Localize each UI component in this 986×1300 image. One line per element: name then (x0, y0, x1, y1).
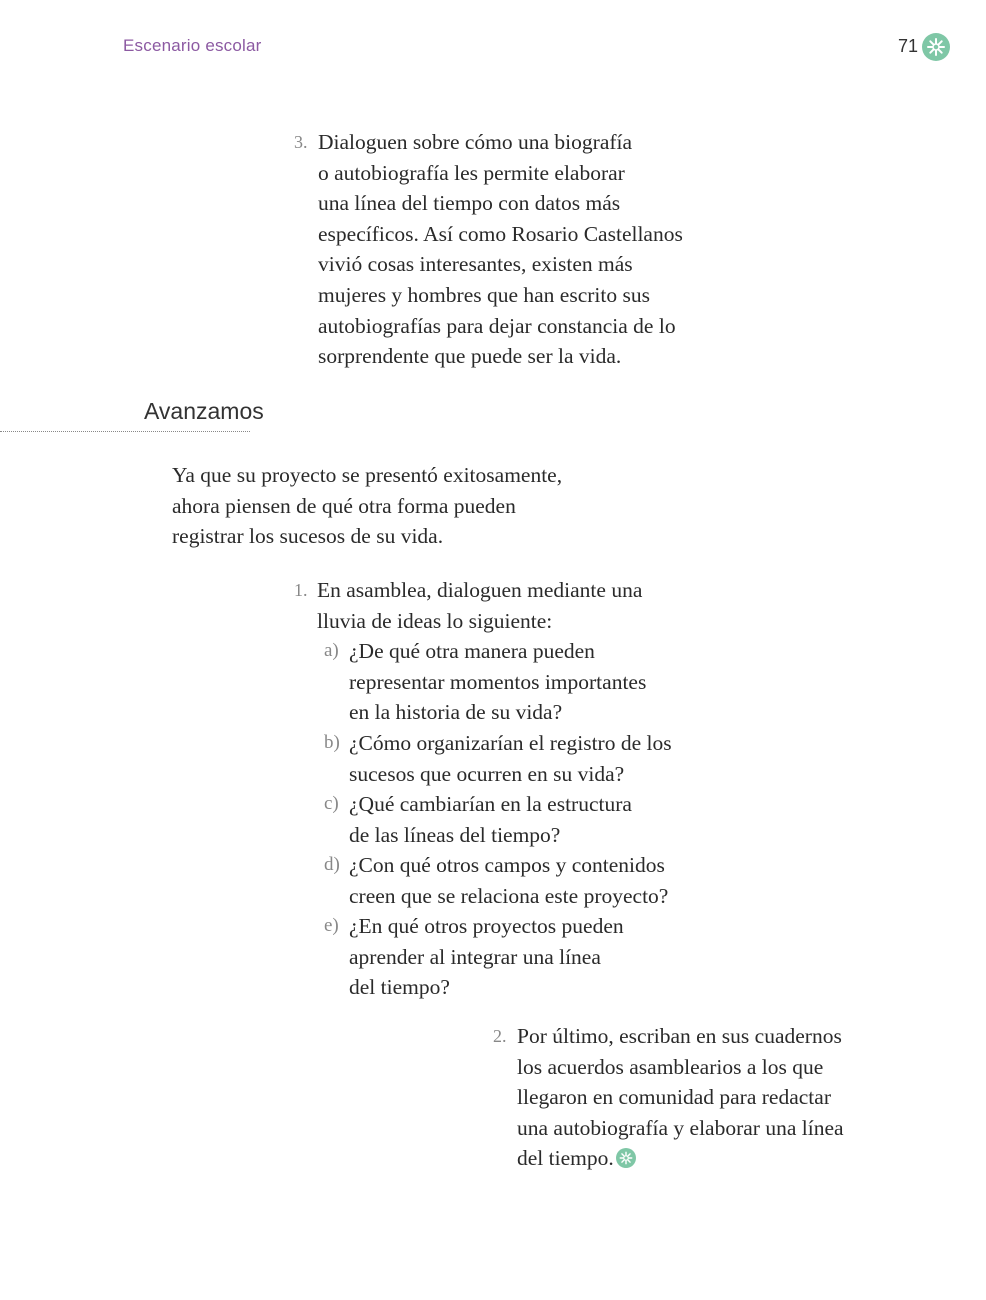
item-text-line: llegaron en comunidad para redactar (517, 1085, 831, 1110)
end-flower-icon (616, 1148, 636, 1168)
activity-item-2 (493, 1021, 844, 1174)
item-text-line: lluvia de ideas lo siguiente: (317, 608, 553, 633)
item-number: 1. (294, 580, 308, 600)
item-text-line: mujeres y hombres que han escrito sus (318, 282, 650, 307)
question-line: ¿Con qué otros campos y contenidos (349, 853, 665, 877)
section-heading: Avanzamos (144, 398, 264, 424)
section-divider (0, 431, 250, 432)
item-text-line: una autobiografía y elaborar una línea (517, 1115, 844, 1140)
question-line: aprender al integrar una línea (349, 944, 601, 969)
item-text-line: Por último, escriban en sus cuadernos (517, 1024, 842, 1048)
question-line: en la historia de su vida? (349, 700, 563, 725)
item-text-line: En asamblea, dialoguen mediante una (317, 578, 643, 602)
question-line: ¿Qué cambiarían en la estructura (349, 792, 632, 816)
intro-line: ahora piensen de qué otra forma pueden (172, 493, 516, 518)
page-number: 71 (898, 36, 919, 56)
question-letter: a) (324, 640, 339, 661)
question-letter: c) (324, 793, 339, 814)
activity-item-1 (294, 575, 642, 636)
question-line: ¿De qué otra manera pueden (349, 639, 595, 663)
intro-line: registrar los sucesos de su vida. (172, 524, 444, 549)
question-letter: b) (324, 732, 340, 753)
item-number: 3. (294, 132, 308, 152)
question-line: del tiempo? (349, 975, 450, 1000)
item-text-line-last (517, 1143, 844, 1174)
item-text-line: sorprendente que puede ser la vida. (318, 344, 622, 369)
question-line: sucesos que ocurren en su vida? (349, 761, 625, 786)
question-line: ¿En qué otros proyectos pueden (349, 914, 624, 938)
item-text-line: autobiografías para dejar constancia de lo (318, 313, 676, 338)
question-line: representar momentos importantes (349, 669, 647, 694)
intro-paragraph (172, 460, 562, 552)
flower-icon (922, 33, 950, 61)
question-letter: e) (324, 915, 339, 936)
item-text-line: una línea del tiempo con datos más (318, 191, 621, 216)
question-line: de las líneas del tiempo? (349, 822, 561, 847)
item-text-line: vivió cosas interesantes, existen más (318, 252, 633, 277)
item-text-line: específicos. Así como Rosario Castellanos (318, 221, 683, 246)
item-number: 2. (493, 1026, 507, 1046)
item-text: del tiempo. (517, 1146, 614, 1171)
activity-item-3 (294, 127, 683, 372)
intro-line: Ya que su proyecto se presentó exitosamente, (172, 463, 563, 487)
item-text-line: o autobiografía les permite elaborar (318, 160, 625, 185)
item-text-line: los acuerdos asamblearios a los que (517, 1054, 824, 1079)
question-line: creen que se relaciona este proyecto? (349, 883, 669, 908)
section-title: Escenario escolar (123, 36, 262, 55)
question-letter: d) (324, 854, 340, 875)
item-text-line: Dialoguen sobre cómo una biografía (318, 130, 633, 154)
question-line: ¿Cómo organizarían el registro de los (349, 731, 672, 755)
